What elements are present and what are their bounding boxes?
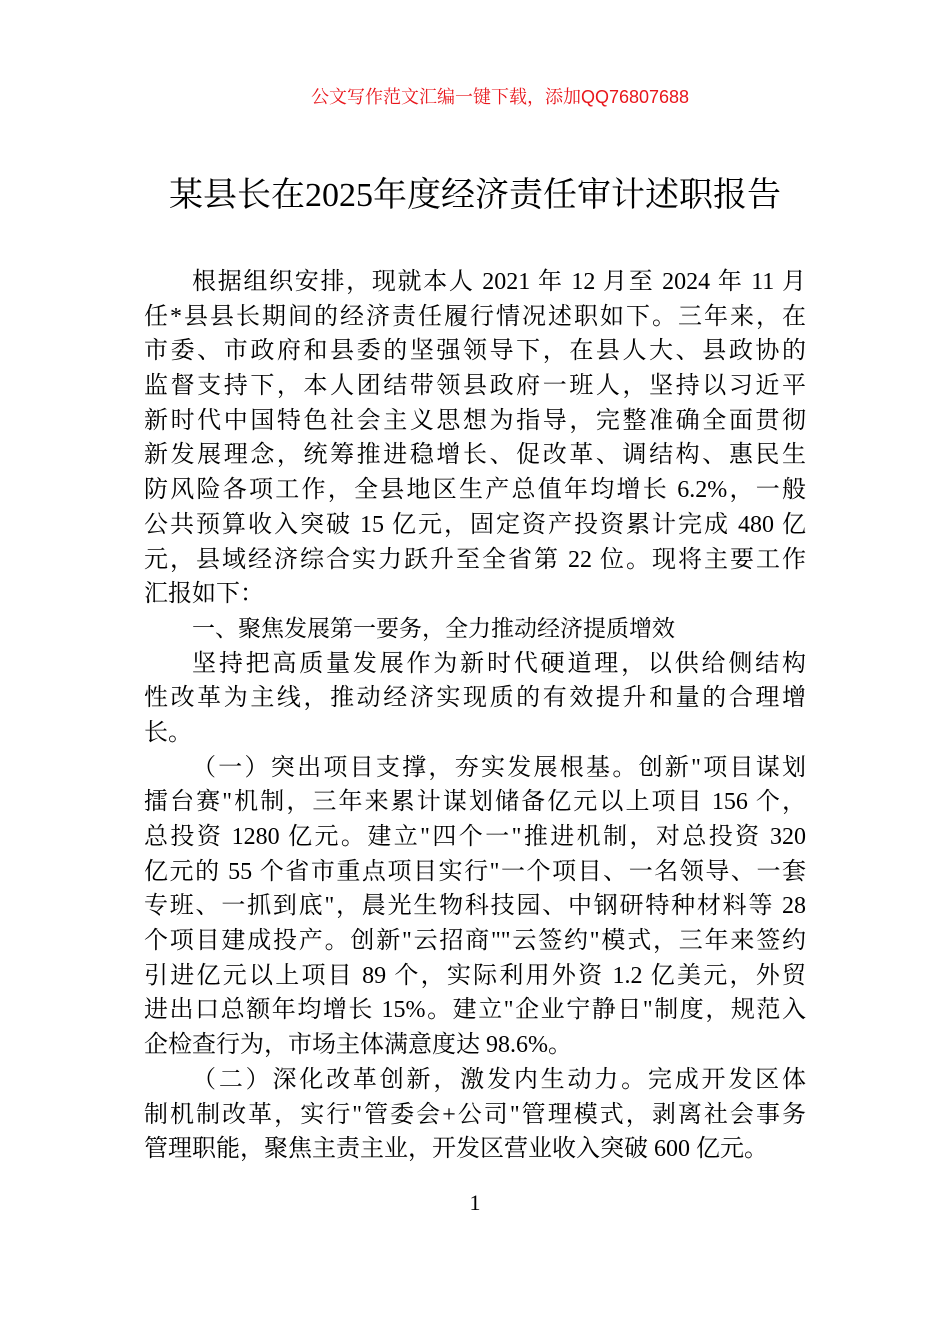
body-text-line: 专班、一抓到底"，晨光生物科技园、中钢研特种材料等 28 <box>144 893 806 920</box>
body-text-line: 个项目建成投产。创新"云招商""云签约"模式，三年来签约 <box>144 928 806 955</box>
body-text-line: 公共预算收入突破 15 亿元，固定资产投资累计完成 480 亿 <box>144 511 806 538</box>
body-text-line: 防风险各项工作，全县地区生产总值年均增长 6.2%，一般 <box>144 477 806 504</box>
body-text-line: 任*县县长期间的经济责任履行情况述职如下。三年来，在 <box>144 303 806 330</box>
body-text-line: 市委、市政府和县委的坚强领导下，在县人大、县政协的 <box>144 338 806 365</box>
body-text-line: 制机制改革，实行"管委会+公司"管理模式，剥离社会事务 <box>144 1101 806 1128</box>
body-text-line: 根据组织安排，现就本人 2021 年 12 月至 2024 年 11 月 <box>192 269 806 295</box>
body-text-line: 管理职能，聚焦主责主业，开发区营业收入突破 600 亿元。 <box>144 1136 768 1163</box>
body-text-line: 总投资 1280 亿元。建立"四个一"推进机制，对总投资 320 <box>144 824 806 850</box>
body-text-line: （二）深化改革创新，激发内生动力。完成开发区体 <box>192 1066 806 1093</box>
body-text-line: （一）突出项目支撑，夯实发展根基。创新"项目谋划 <box>192 754 806 781</box>
body-text-line: 擂台赛"机制，三年来累计谋划储备亿元以上项目 156 个， <box>144 789 806 816</box>
body-text-line: 监督支持下，本人团结带领县政府一班人，坚持以习近平 <box>144 373 806 400</box>
body-text-line: 新发展理念，统筹推进稳增长、促改革、调结构、惠民生 <box>144 442 806 469</box>
body-text-line: 企检查行为，市场主体满意度达 98.6%。 <box>144 1032 572 1059</box>
body-text-line: 元，县域经济综合实力跃升至全省第 22 位。现将主要工作 <box>144 546 806 573</box>
promo-header: 公文写作范文汇编一键下载，添加QQ76807688 <box>310 87 690 107</box>
document-title: 某县长在2025年度经济责任审计述职报告 <box>169 177 781 214</box>
section-heading: 一、聚焦发展第一要务，全力推动经济提质增效 <box>192 615 675 642</box>
body-text-line: 新时代中国特色社会主义思想为指导，完整准确全面贯彻 <box>144 407 806 434</box>
body-text-line: 亿元的 55 个省市重点项目实行"一个项目、一名领导、一套 <box>144 858 806 885</box>
page-number: 1 <box>469 1190 481 1215</box>
body-text-line: 长。 <box>144 719 192 746</box>
body-text-line: 坚持把高质量发展作为新时代硬道理，以供给侧结构 <box>192 650 806 677</box>
body-text-line: 引进亿元以上项目 89 个，实际利用外资 1.2 亿美元，外贸 <box>144 962 806 989</box>
body-text-line: 性改革为主线，推动经济实现质的有效提升和量的合理增 <box>144 685 806 712</box>
body-text-line: 进出口总额年均增长 15%。建立"企业宁静日"制度，规范入 <box>144 997 806 1024</box>
document-body <box>144 265 806 1167</box>
body-text-line: 汇报如下： <box>144 581 264 608</box>
